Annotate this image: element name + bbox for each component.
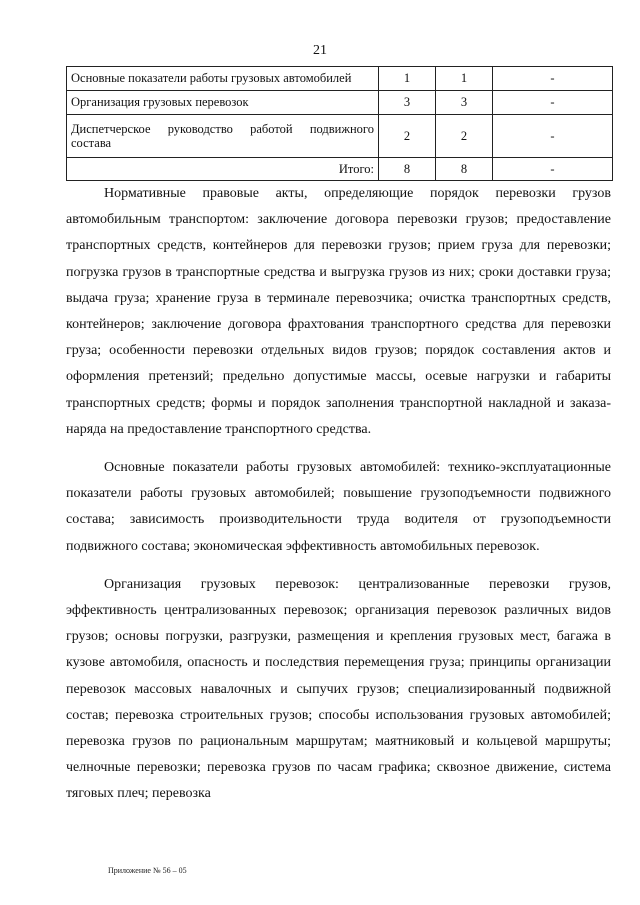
table-cell-value: 1 (379, 67, 436, 91)
table-cell-value: 3 (436, 91, 493, 115)
table-cell-value: - (493, 115, 613, 158)
paragraph-organization: Организация грузовых перевозок: централизованные перевозки грузов, эффективность централизованных перевозок; организация перевозок различных видов грузов; основы погрузки, разгрузки, размещения и крепления грузовых мест, багажа в кузове автомобиля, опасность и последствия перемещения груза; принципы организации перевозок массовых навалочных и сыпучих грузов; специализированный подвижной состав; перевозка строительных грузов; способы использования грузовых автомобилей; перевозка грузов по рациональным маршрутам; маятниковый и кольцевой маршруты; челночные перевозки; перевозка грузов по часам графика; сквозное движение, система тяговых плеч; перевозка (66, 576, 611, 802)
paragraph-indicators: Основные показатели работы грузовых автомобилей: технико-эксплуатационные показатели работы грузовых автомобилей; повышение грузоподъемности подвижного состава; зависимость производительности труда водителя от грузоподъемности подвижного состава; экономическая эффективность автомобильных перевозок. (66, 460, 611, 554)
table-row (67, 115, 613, 158)
table-total-label: Итого: (67, 158, 379, 181)
table-cell-value: - (493, 67, 613, 91)
footer-note: Приложение № 56 – 05 (108, 866, 187, 875)
table-cell-value: 2 (379, 115, 436, 158)
table-cell-name: Диспетчерское руководство работой подвижного состава (67, 115, 379, 158)
paragraph-regulations: Нормативные правовые акты, определяющие порядок перевозки грузов автомобильным транспортом: заключение договора перевозки грузов; предоставление транспортных средств, контейнеров для перевозки грузов; прием груза для перевозки; погрузка грузов в транспортные средства и выгрузка грузов из них; сроки доставки груза; выдача груза; хранение груза в терминале перевозчика; очистка транспортных средств, контейнеров; заключение договора фрахтования транспортного средства для перевозки груза; особенности перевозки отдельных видов грузов; порядок составления актов и оформления претензий; предельно допустимые массы, осевые нагрузки и габариты транспортных средств; формы и порядок заполнения транспортной накладной и заказа-наряда на предоставление транспортного средства. (66, 186, 611, 437)
table-cell-value: 2 (436, 115, 493, 158)
page-number: 21 (313, 43, 327, 58)
table-cell-name: Основные показатели работы грузовых автомобилей (67, 67, 379, 91)
table-row (67, 91, 613, 115)
table-cell-name: Организация грузовых перевозок (67, 91, 379, 115)
table-cell-value: - (493, 158, 613, 181)
table-cell-value: 8 (379, 158, 436, 181)
table-row (67, 67, 613, 91)
table-cell-value: 8 (436, 158, 493, 181)
hours-table (66, 66, 613, 181)
table-cell-value: - (493, 91, 613, 115)
body-text (66, 181, 611, 820)
table-cell-value: 1 (436, 67, 493, 91)
table-cell-value: 3 (379, 91, 436, 115)
table-total-row (67, 158, 613, 181)
